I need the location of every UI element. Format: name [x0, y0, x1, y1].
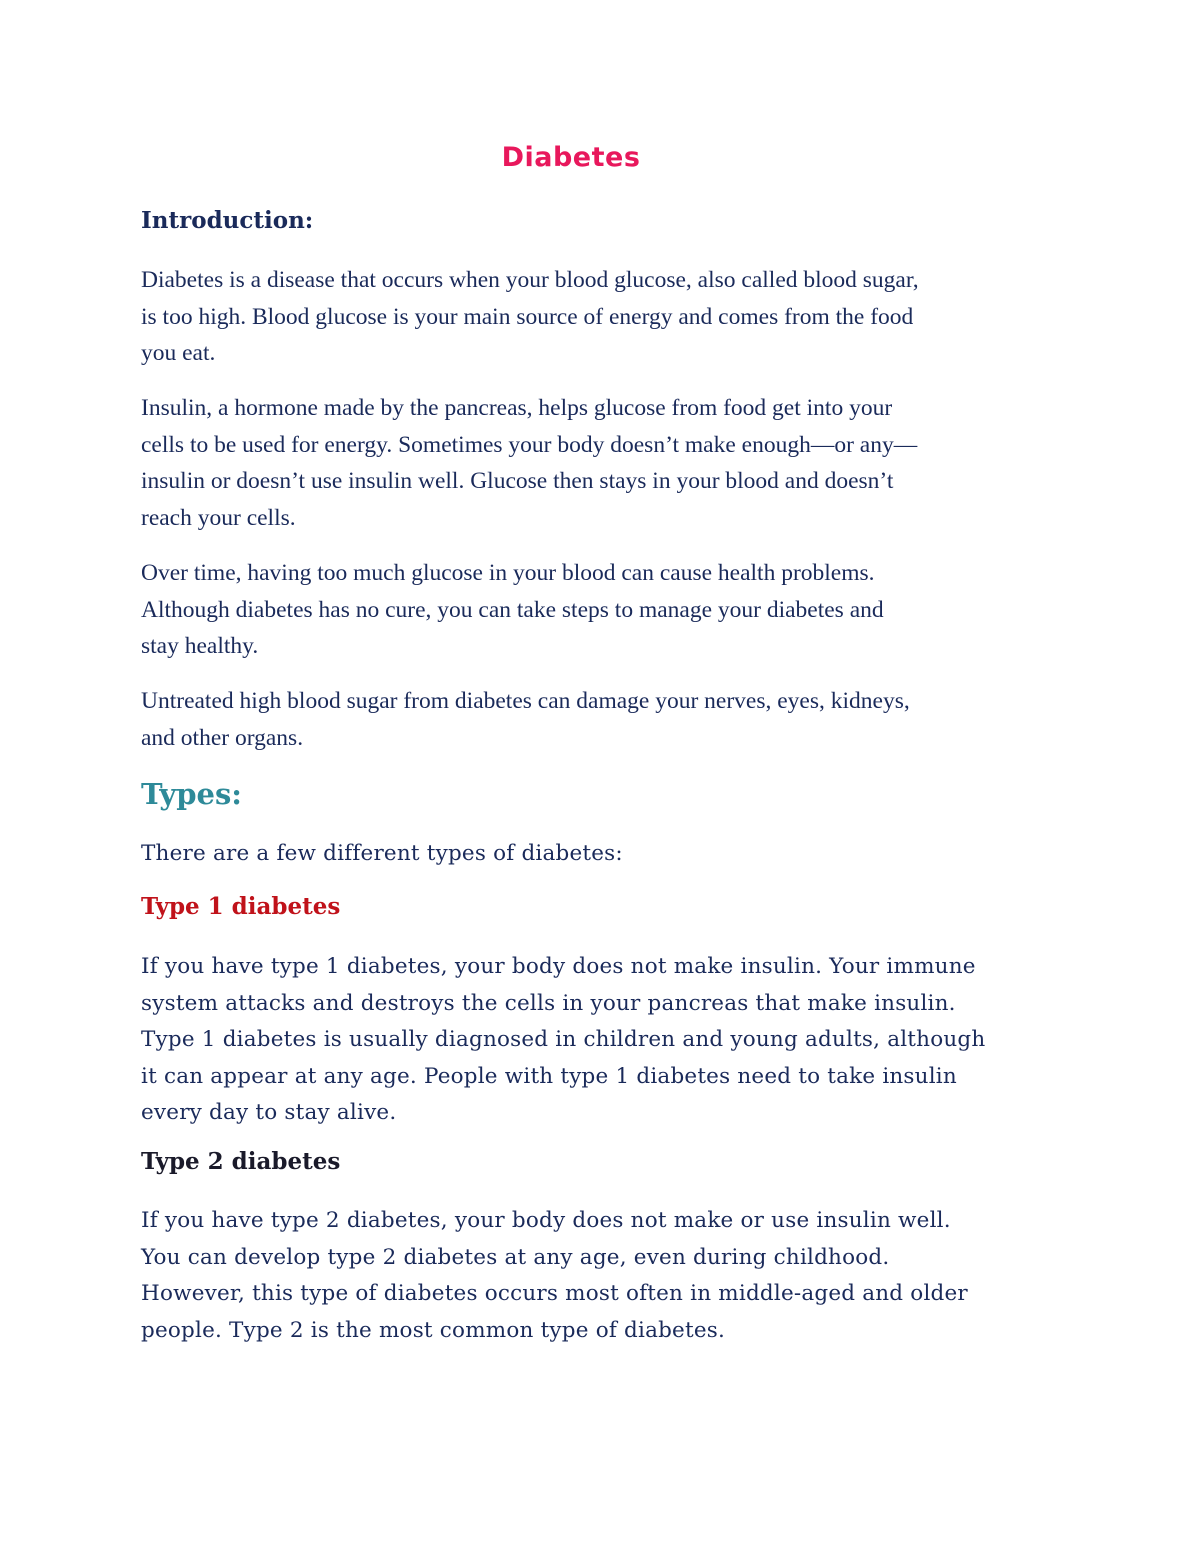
text-line: insulin or doesn’t use insulin well. Glucose then stays in your blood and doesn’t — [141, 468, 894, 494]
text-line: you eat. — [141, 340, 216, 366]
types-heading: Types: — [141, 777, 243, 811]
text-line: Diabetes is a disease that occurs when your blood glucose, also called blood sugar, — [141, 267, 919, 293]
text-line: Although diabetes has no cure, you can take steps to manage your diabetes and — [141, 596, 884, 623]
type1-paragraph — [141, 949, 1071, 1132]
intro-paragraph-1 — [141, 262, 1071, 372]
document-title: Diabetes — [501, 142, 641, 173]
text-line: Over time, having too much glucose in your blood can cause health problems. — [141, 560, 875, 586]
types-intro — [141, 836, 1071, 873]
type2-paragraph — [141, 1203, 1071, 1349]
introduction-heading: Introduction: — [141, 207, 314, 234]
text-line: You can develop type 2 diabetes at any age, even during childhood. — [141, 1244, 890, 1270]
text-line: stay healthy. — [141, 633, 259, 659]
text-line: If you have type 1 diabetes, your body does not make insulin. Your immune — [141, 954, 976, 979]
type1-heading: Type 1 diabetes — [141, 893, 341, 920]
text-line: Insulin, a hormone made by the pancreas, helps glucose from food get into your — [141, 395, 893, 421]
intro-paragraph-4 — [141, 683, 1071, 756]
text-line: and other organs. — [141, 724, 304, 751]
text-line: However, this type of diabetes occurs most often in middle-aged and older — [141, 1281, 968, 1306]
text-line: is too high. Blood glucose is your main source of energy and comes from the food — [141, 303, 914, 330]
text-line: cells to be used for energy. Sometimes your body doesn’t make enough—or any— — [141, 431, 918, 458]
text-line: reach your cells. — [141, 504, 296, 531]
text-line: If you have type 2 diabetes, your body does not make or use insulin well. — [141, 1208, 951, 1233]
text-line: every day to stay alive. — [141, 1100, 397, 1125]
intro-paragraph-2 — [141, 390, 1071, 536]
text-line: it can appear at any age. People with type 1 diabetes need to take insulin — [141, 1063, 957, 1089]
text-line: There are a few different types of diabetes: — [141, 841, 623, 866]
intro-paragraph-3 — [141, 555, 1071, 665]
type2-heading: Type 2 diabetes — [141, 1148, 341, 1175]
text-line: Untreated high blood sugar from diabetes can damage your nerves, eyes, kidneys, — [141, 688, 910, 714]
text-line: people. Type 2 is the most common type of diabetes. — [141, 1317, 726, 1343]
text-line: system attacks and destroys the cells in your pancreas that make insulin. — [141, 990, 956, 1016]
text-line: Type 1 diabetes is usually diagnosed in children and young adults, although — [141, 1027, 986, 1052]
